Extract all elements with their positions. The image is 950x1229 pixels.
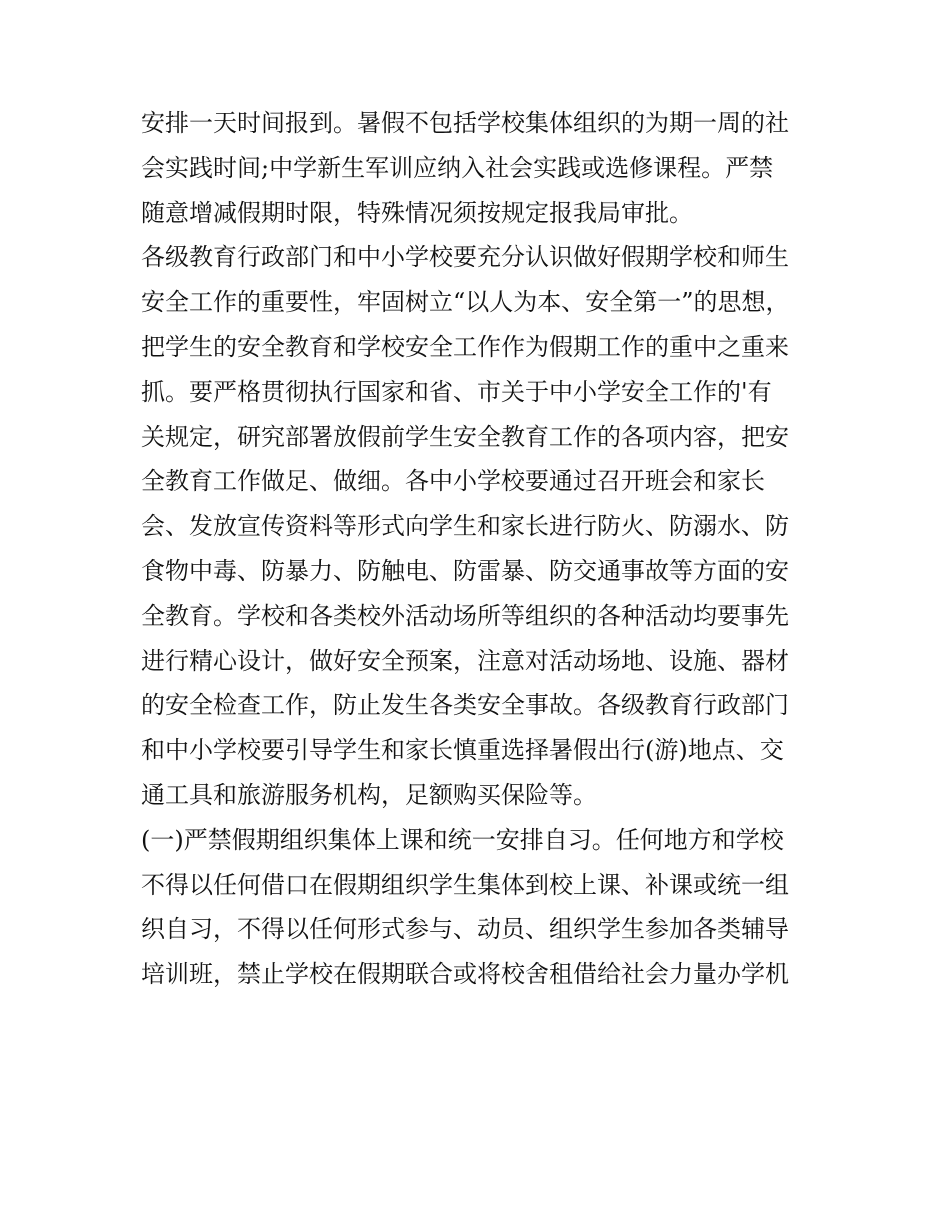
text-line: 食物中毒、防暴力、防触电、防雷暴、防交通事故等方面的安 (141, 556, 789, 585)
text-line: 培训班，禁止学校在假期联合或将校舍租借给社会力量办学机 (141, 960, 789, 989)
text-line: 的安全检查工作，防止发生各类安全事故。各级教育行政部门 (141, 691, 789, 720)
text-line: 不得以任何借口在假期组织学生集体到校上课、补课或统一组 (141, 870, 789, 899)
text-line: 全教育工作做足、做细。各中小学校要通过召开班会和家长 (141, 467, 765, 496)
text-line: 织自习，不得以任何形式参与、动员、组织学生参加各类辅导 (141, 915, 789, 944)
text-line: 进行精心设计，做好安全预案，注意对活动场地、设施、器材 (141, 646, 789, 675)
text-line: (一)严禁假期组织集体上课和统一安排自习。任何地方和学校 (141, 825, 784, 854)
text-line: 安排一天时间报到。暑假不包括学校集体组织的为期一周的社 (141, 109, 789, 137)
text-line: 把学生的安全教育和学校安全工作作为假期工作的重中之重来 (141, 332, 789, 361)
text-line: 关规定，研究部署放假前学生安全教育工作的各项内容，把安 (141, 422, 789, 451)
text-line: 各级教育行政部门和中小学校要充分认识做好假期学校和师生 (141, 243, 789, 272)
text-line: 随意增减假期时限，特殊情况须按规定报我局审批。 (141, 198, 693, 227)
text-line: 安全工作的重要性，牢固树立“以人为本、安全第一”的思想， (141, 288, 790, 317)
text-line: 和中小学校要引导学生和家长慎重选择暑假出行(游)地点、交 (141, 736, 784, 765)
text-line: 会实践时间;中学新生军训应纳入社会实践或选修课程。严禁 (141, 153, 774, 182)
text-line: 通工具和旅游服务机构，足额购买保险等。 (141, 780, 597, 809)
body-text (141, 101, 821, 997)
text-line: 全教育。学校和各类校外活动场所等组织的各种活动均要事先 (141, 601, 789, 630)
text-line: 抓。要严格贯彻执行国家和省、市关于中小学安全工作的'有 (141, 377, 772, 406)
text-line: 会、发放宣传资料等形式向学生和家长进行防火、防溺水、防 (141, 512, 789, 541)
